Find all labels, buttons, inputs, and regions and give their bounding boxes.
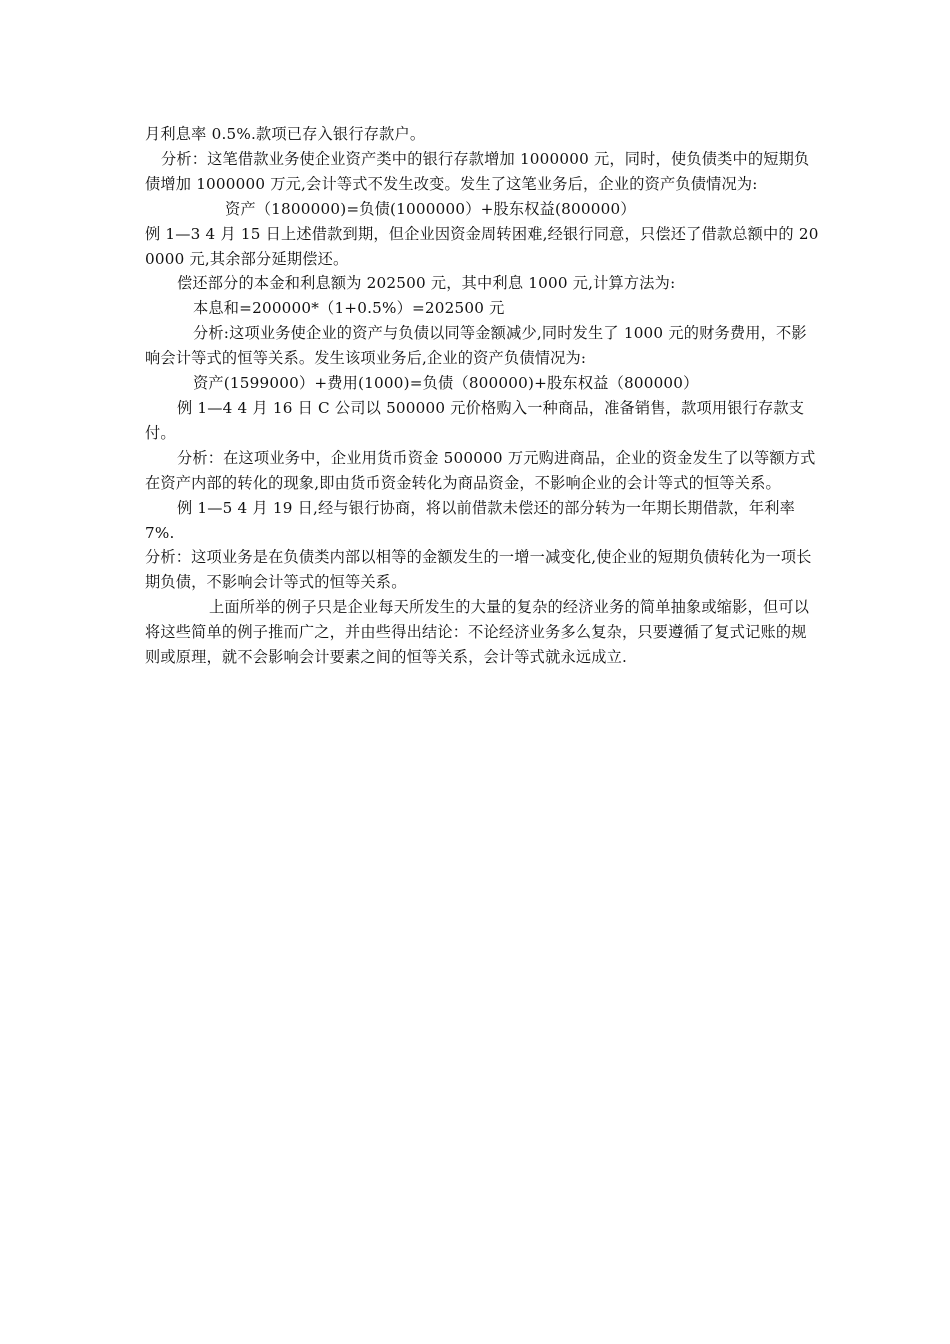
paragraph-example-1-5: 例 1—5 4 月 19 日,经与银行协商，将以前借款未偿还的部分转为一年期长期借款，年利率 7%. bbox=[145, 498, 796, 542]
paragraph-analysis-4: 分析：这项业务是在负债类内部以相等的金额发生的一增一减变化,使企业的短期负债转化为一项长期负债，不影响会计等式的恒等关系。 bbox=[145, 548, 812, 592]
paragraph-analysis-3: 分析：在这项业务中，企业用货币资金 500000 万元购进商品，企业的资金发生了以等额方式在资产内部的转化的现象,即由货币资金转化为商品资金，不影响企业的会计等式的恒等关系。 bbox=[145, 448, 816, 492]
paragraph-interest-rate: 月利息率 0.5%.款项已存入银行存款户。 bbox=[145, 125, 426, 143]
equation-1: 资产（1800000)=负债(1000000）+股东权益(800000） bbox=[225, 199, 636, 218]
formula-principal-interest: 本息和=200000*（1+0.5%）=202500 元 bbox=[193, 299, 505, 318]
paragraph-example-1-3: 例 1—3 4 月 15 日上述借款到期，但企业因资金周转困难,经银行同意，只偿还了借款总额中的 200000 元,其余部分延期偿还。 bbox=[145, 224, 819, 268]
paragraph-analysis-1: 分析：这笔借款业务使企业资产类中的银行存款增加 1000000 元，同时，使负债类中的短期负债增加 1000000 万元,会计等式不发生改变。发生了这笔业务后，企业的资产负债情况为: bbox=[145, 149, 810, 193]
equation-2: 资产(1599000）+费用(1000)=负债（800000)+股东权益（800000） bbox=[193, 374, 699, 393]
paragraph-conclusion: 上面所举的例子只是企业每天所发生的大量的复杂的经济业务的简单抽象或缩影，但可以将这些简单的例子推而广之，并由些得出结论：不论经济业务多么复杂，只要遵循了复式记账的规则或原理，就不会影响会计要素之间的恒等关系，会计等式就永远成立. bbox=[145, 598, 810, 667]
paragraph-example-1-4: 例 1—4 4 月 16 日 C 公司以 500000 元价格购入一种商品，准备销售，款项用银行存款支付。 bbox=[145, 398, 805, 442]
paragraph-repayment: 偿还部分的本金和利息额为 202500 元，其中利息 1000 元,计算方法为: bbox=[177, 274, 676, 293]
document-body bbox=[145, 122, 820, 670]
paragraph-analysis-2: 分析:这项业务使企业的资产与负债以同等金额减少,同时发生了 1000 元的财务费用，不影响会计等式的恒等关系。发生该项业务后,企业的资产负债情况为: bbox=[145, 324, 807, 368]
